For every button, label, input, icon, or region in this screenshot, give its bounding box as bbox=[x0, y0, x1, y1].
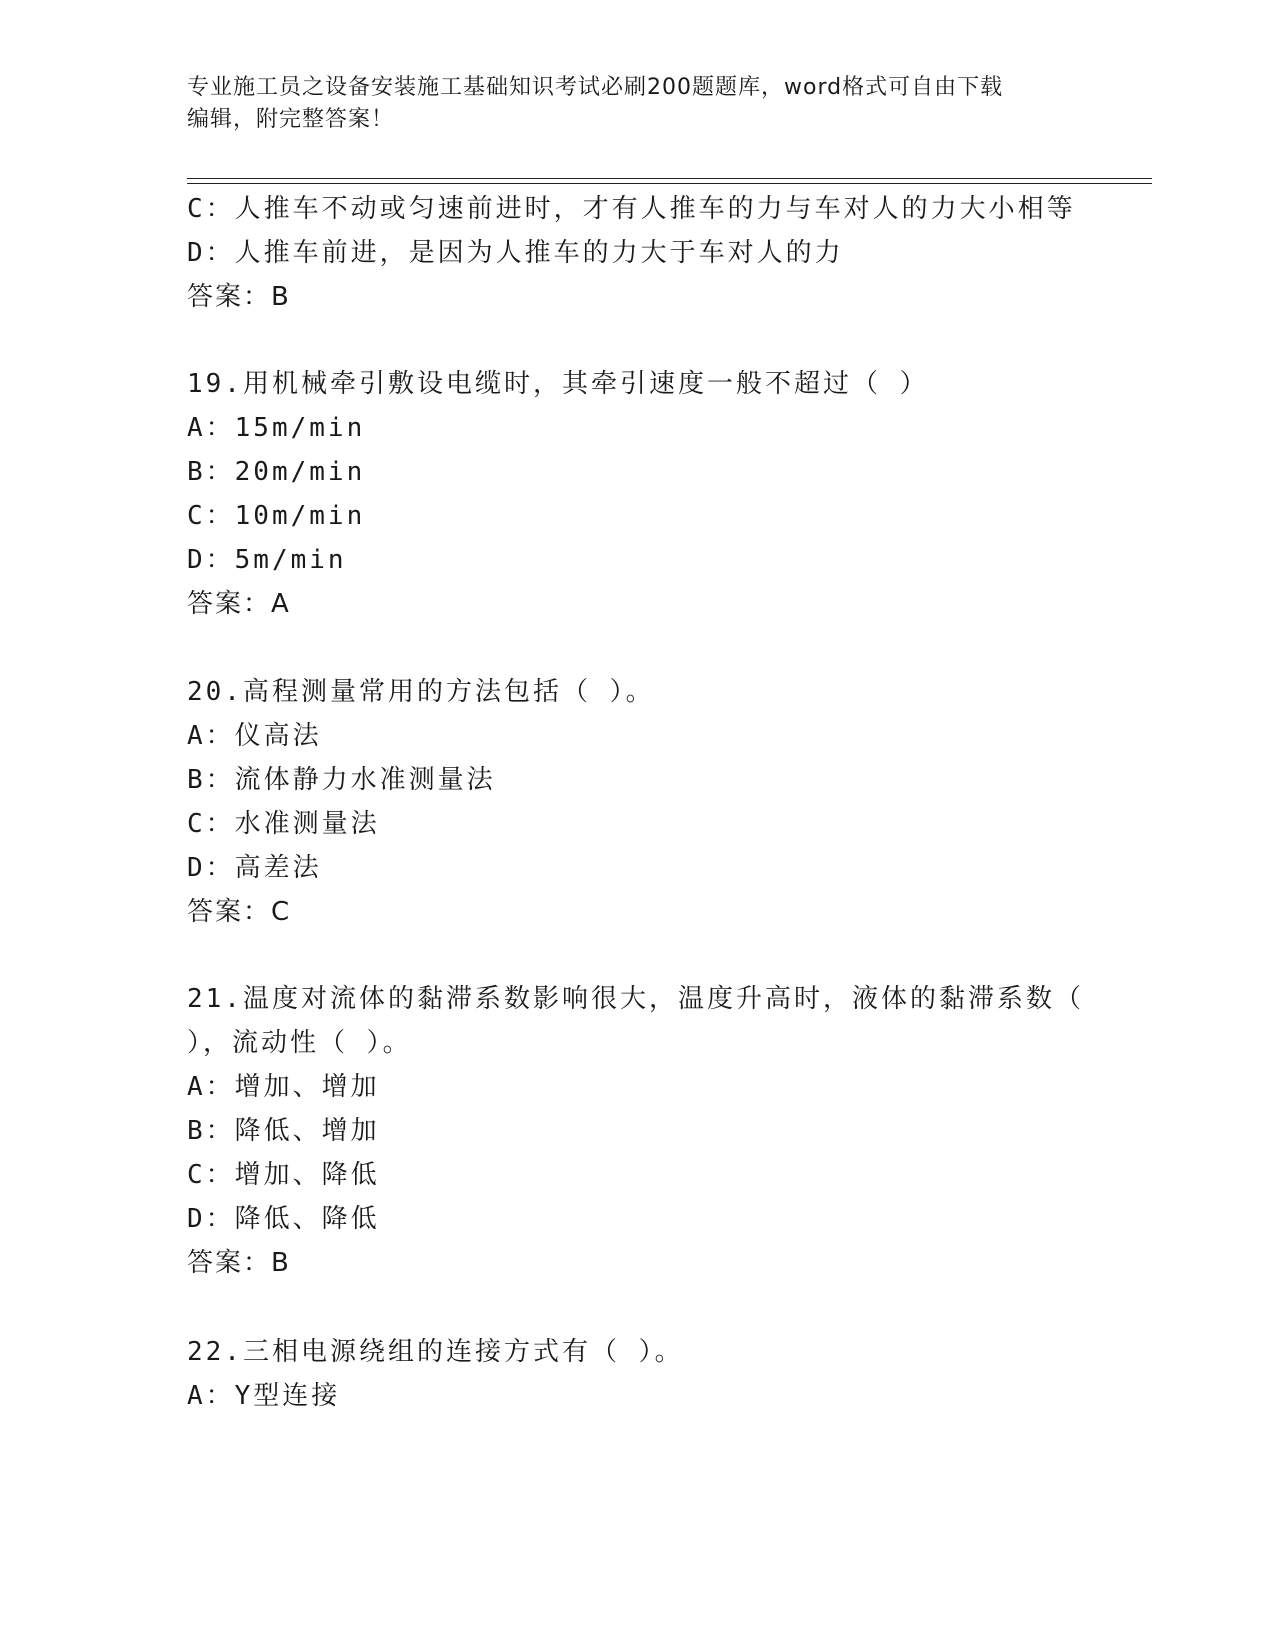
answer-line: 答案：B bbox=[187, 282, 291, 312]
option-line: B：流体静力水准测量法 bbox=[187, 765, 496, 795]
option-line: B：20m/min bbox=[187, 457, 366, 487]
question-stem: 21.温度对流体的黏滞系数影响很大，温度升高时，液体的黏滞系数（ bbox=[187, 984, 1084, 1014]
header-divider-bottom bbox=[187, 183, 1152, 184]
option-line: A：Y型连接 bbox=[187, 1381, 341, 1411]
option-line: C：水准测量法 bbox=[187, 809, 380, 839]
answer-line: 答案：A bbox=[187, 589, 291, 619]
question-stem: 22.三相电源绕组的连接方式有（ ）。 bbox=[187, 1337, 684, 1367]
question-stem: 20.高程测量常用的方法包括（ ）。 bbox=[187, 677, 655, 707]
option-line: A：15m/min bbox=[187, 413, 366, 443]
option-line: B：降低、增加 bbox=[187, 1116, 380, 1146]
header-title-line-1: 专业施工员之设备安装施工基础知识考试必刷200题题库，word格式可自由下载 bbox=[187, 75, 1004, 100]
question-stem-continued: ），流动性（ ）。 bbox=[187, 1028, 412, 1058]
option-line: D：降低、降低 bbox=[187, 1204, 380, 1234]
answer-line: 答案：B bbox=[187, 1248, 291, 1278]
document-header bbox=[187, 72, 1087, 136]
header-title-line-2: 编辑，附完整答案！ bbox=[187, 107, 395, 132]
option-line: D：5m/min bbox=[187, 545, 347, 575]
header-divider-top bbox=[187, 178, 1152, 179]
question-stem: 19.用机械牵引敷设电缆时，其牵引速度一般不超过（ ） bbox=[187, 369, 929, 399]
answer-line: 答案：C bbox=[187, 897, 292, 927]
option-line: A：仪高法 bbox=[187, 721, 322, 751]
option-line: C：10m/min bbox=[187, 501, 366, 531]
option-line: C：人推车不动或匀速前进时，才有人推车的力与车对人的力大小相等 bbox=[187, 194, 1076, 224]
option-line: D：人推车前进，是因为人推车的力大于车对人的力 bbox=[187, 238, 844, 268]
option-line: D：高差法 bbox=[187, 853, 322, 883]
option-line: A：增加、增加 bbox=[187, 1072, 380, 1102]
option-line: C：增加、降低 bbox=[187, 1160, 380, 1190]
